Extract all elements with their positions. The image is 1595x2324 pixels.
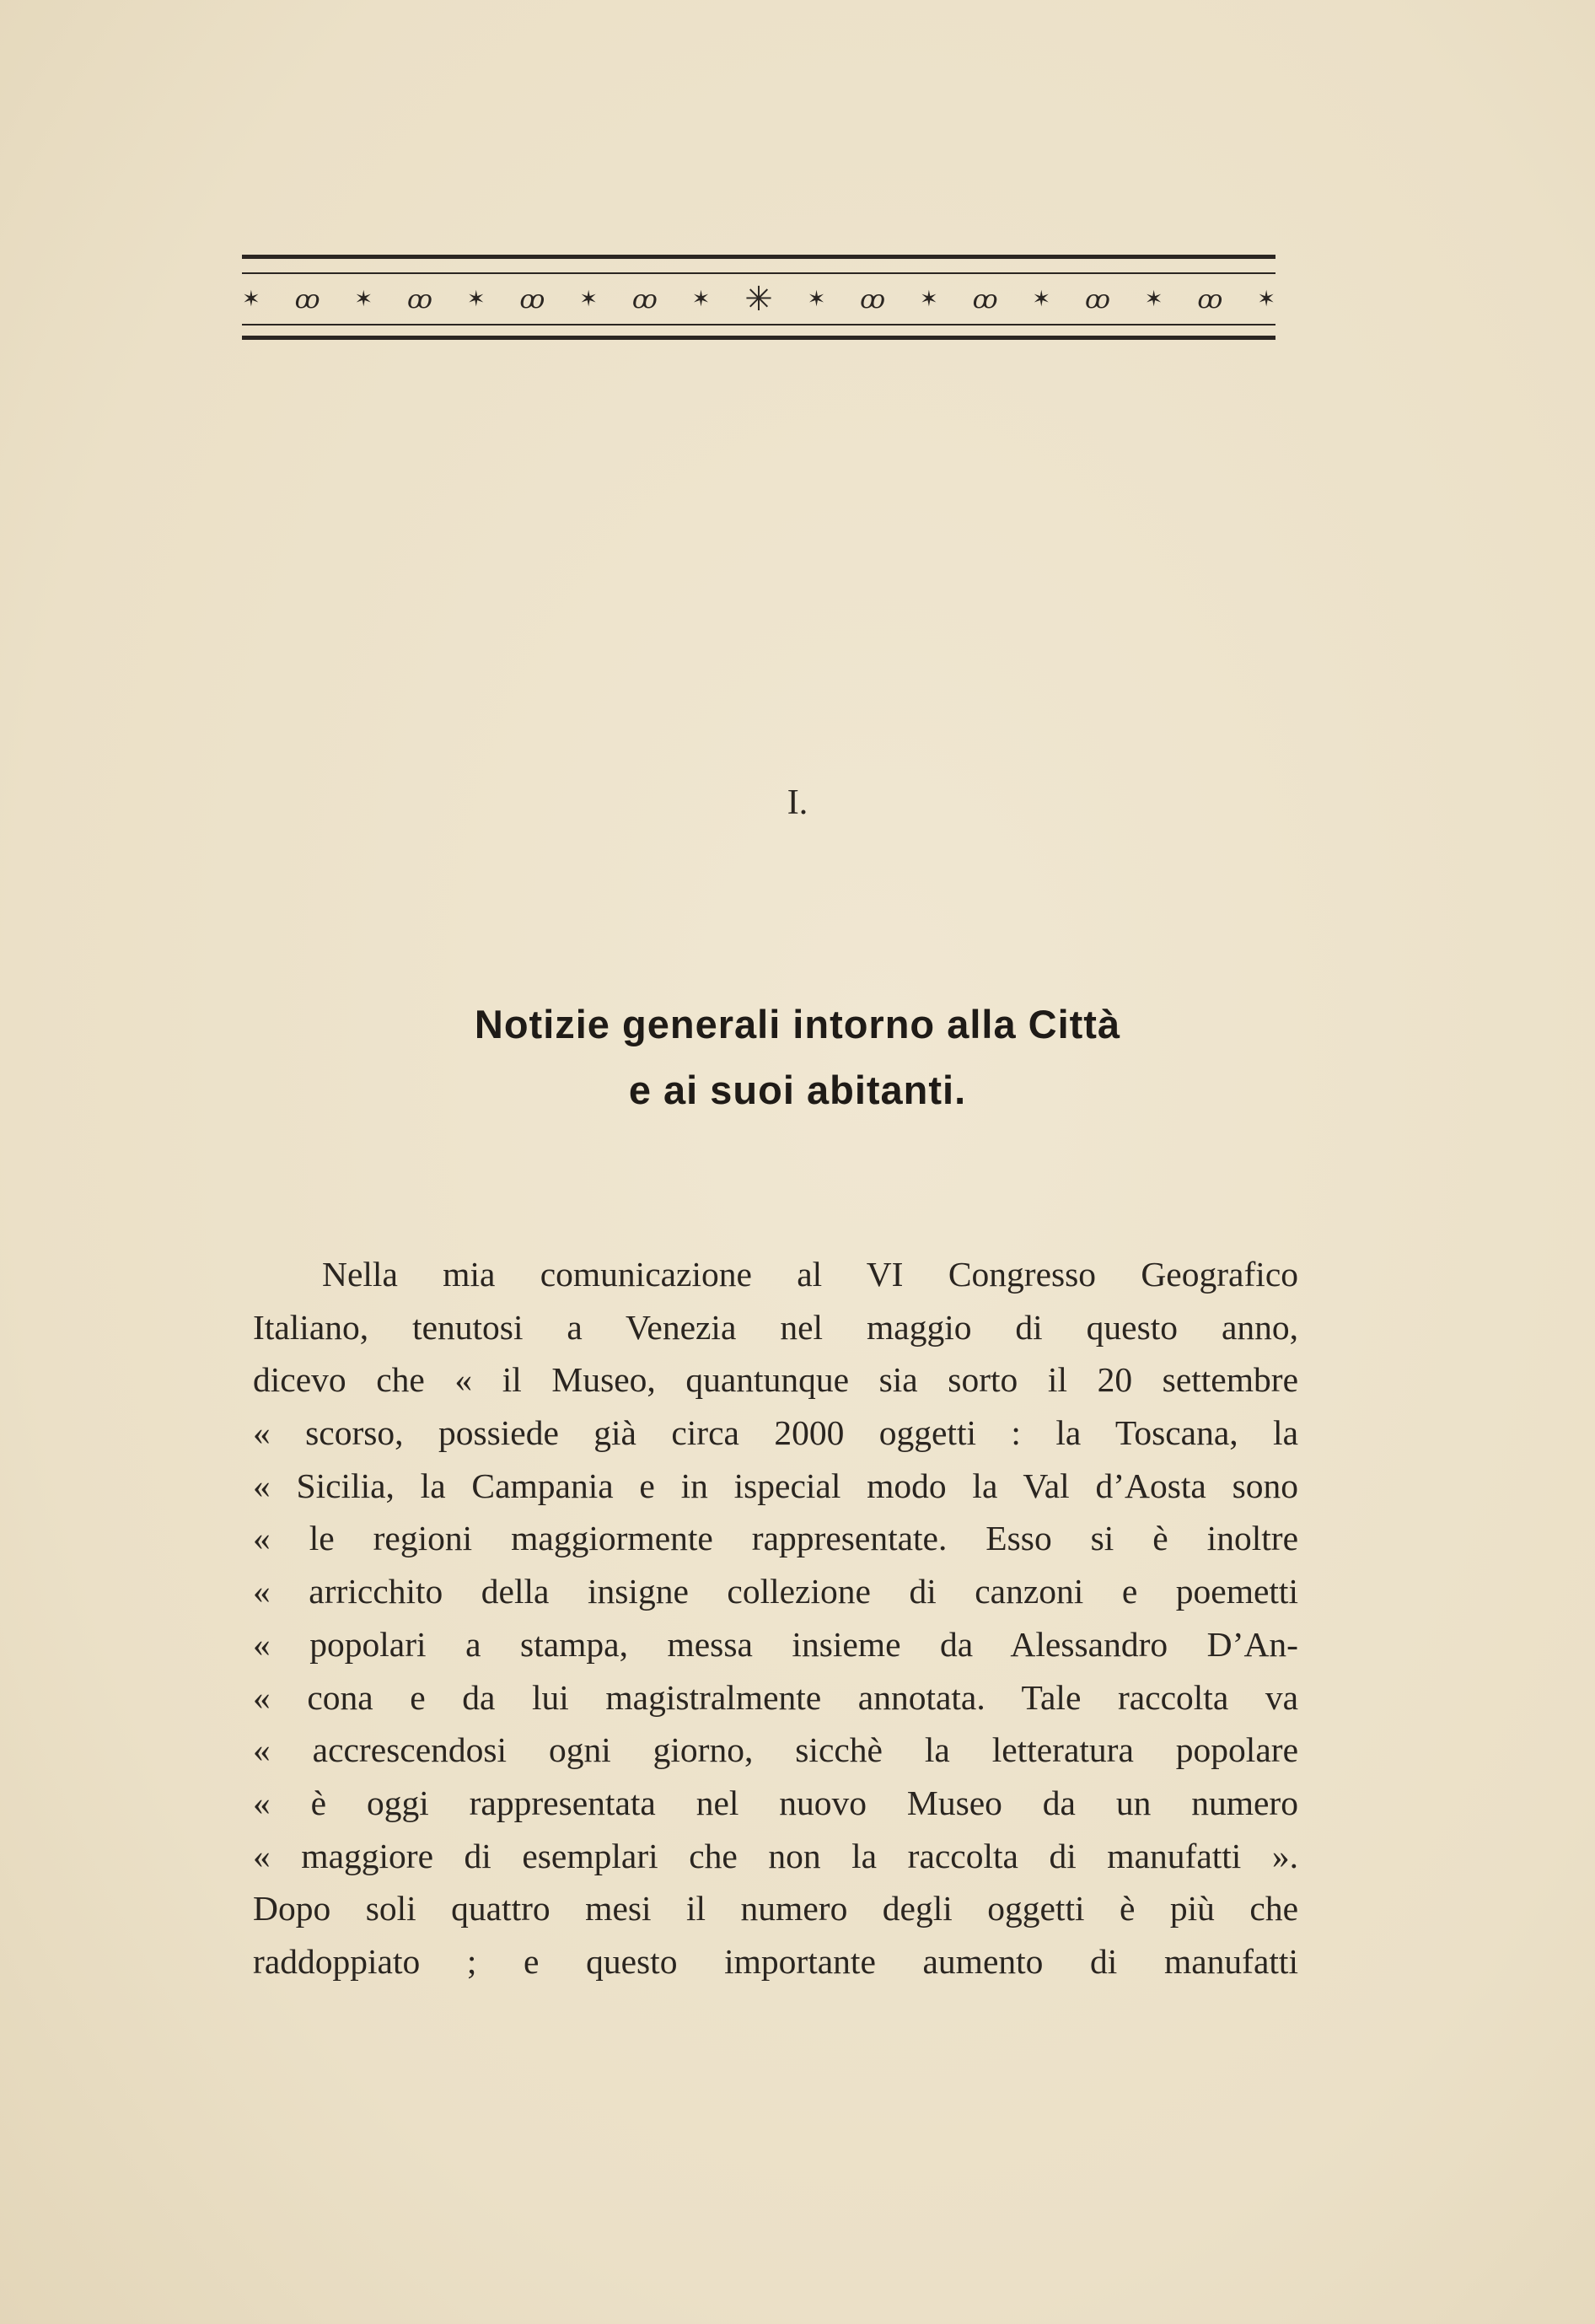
chapter-number: I.	[787, 783, 808, 822]
star-ornament-icon: ✶	[1257, 287, 1275, 312]
body-line: « scorso, possiede già circa 2000 oggetti : la Toscana, la	[253, 1413, 1298, 1453]
star-ornament-icon: ✶	[691, 287, 711, 312]
knot-ornament-icon: ꝏ	[1197, 284, 1223, 315]
star-ornament-icon: ✶	[466, 287, 486, 312]
star-ornament-icon: ✶	[919, 287, 938, 312]
body-line: « Sicilia, la Campania e in ispecial modo la Val d’Aosta sono	[253, 1466, 1298, 1505]
ornament-band	[242, 278, 1275, 320]
star-ornament-icon: ✶	[1032, 287, 1051, 312]
body-line: Dopo soli quattro mesi il numero degli oggetti è più che	[253, 1889, 1298, 1929]
knot-ornament-icon: ꝏ	[1084, 284, 1110, 315]
knot-ornament-icon: ꝏ	[860, 284, 886, 315]
body-line: « maggiore di esemplari che non la raccolta di manufatti ».	[253, 1836, 1298, 1875]
star-ornament-icon: ✶	[242, 287, 260, 312]
body-line: Italiano, tenutosi a Venezia nel maggio di questo anno,	[253, 1307, 1298, 1347]
knot-ornament-icon: ꝏ	[294, 284, 320, 315]
chapter-title-line-1: Notizie generali intorno alla Città	[474, 1002, 1121, 1046]
body-line: « arricchito della insigne collezione di canzoni e poemetti	[253, 1572, 1298, 1611]
knot-ornament-icon: ꝏ	[519, 284, 545, 315]
star-ornament-icon: ✶	[807, 287, 826, 312]
body-line: dicevo che « il Museo, quantunque sia sorto il 20 settembre	[253, 1360, 1298, 1400]
center-asterism-icon: ✳	[744, 280, 773, 319]
body-line: « popolari a stampa, messa insieme da Alessandro D’An-	[253, 1624, 1298, 1664]
chapter-title	[0, 992, 1595, 1123]
body-line: raddoppiato ; e questo importante aumento di manufatti	[253, 1941, 1298, 1981]
body-line: « cona e da lui magistralmente annotata. Tale raccolta va	[253, 1677, 1298, 1717]
star-ornament-icon: ✶	[1144, 287, 1163, 312]
body-line: « è oggi rappresentata nel nuovo Museo da un numero	[253, 1783, 1298, 1822]
body-line: « le regioni maggiormente rappresentate. Esso si è inoltre	[253, 1519, 1298, 1558]
chapter-title-line-2: e ai suoi abitanti.	[628, 1068, 967, 1112]
body-line: Nella mia comunicazione al VI Congresso Geografico	[322, 1255, 1298, 1294]
ornament-rule-top-thick	[242, 255, 1275, 259]
knot-ornament-icon: ꝏ	[631, 284, 658, 315]
knot-ornament-icon: ꝏ	[972, 284, 998, 315]
knot-ornament-icon: ꝏ	[407, 284, 432, 315]
ornament-rule-top-thin	[242, 272, 1275, 274]
ornament-rule-bottom-thin	[242, 324, 1275, 325]
ornament-rule-bottom-thick	[242, 336, 1275, 340]
body-line: « accrescendosi ogni giorno, sicchè la letteratura popolare	[253, 1730, 1298, 1770]
body-paragraph	[253, 1248, 1298, 1988]
header-ornament	[242, 255, 1275, 349]
star-ornament-icon: ✶	[354, 287, 373, 312]
star-ornament-icon: ✶	[579, 287, 599, 312]
